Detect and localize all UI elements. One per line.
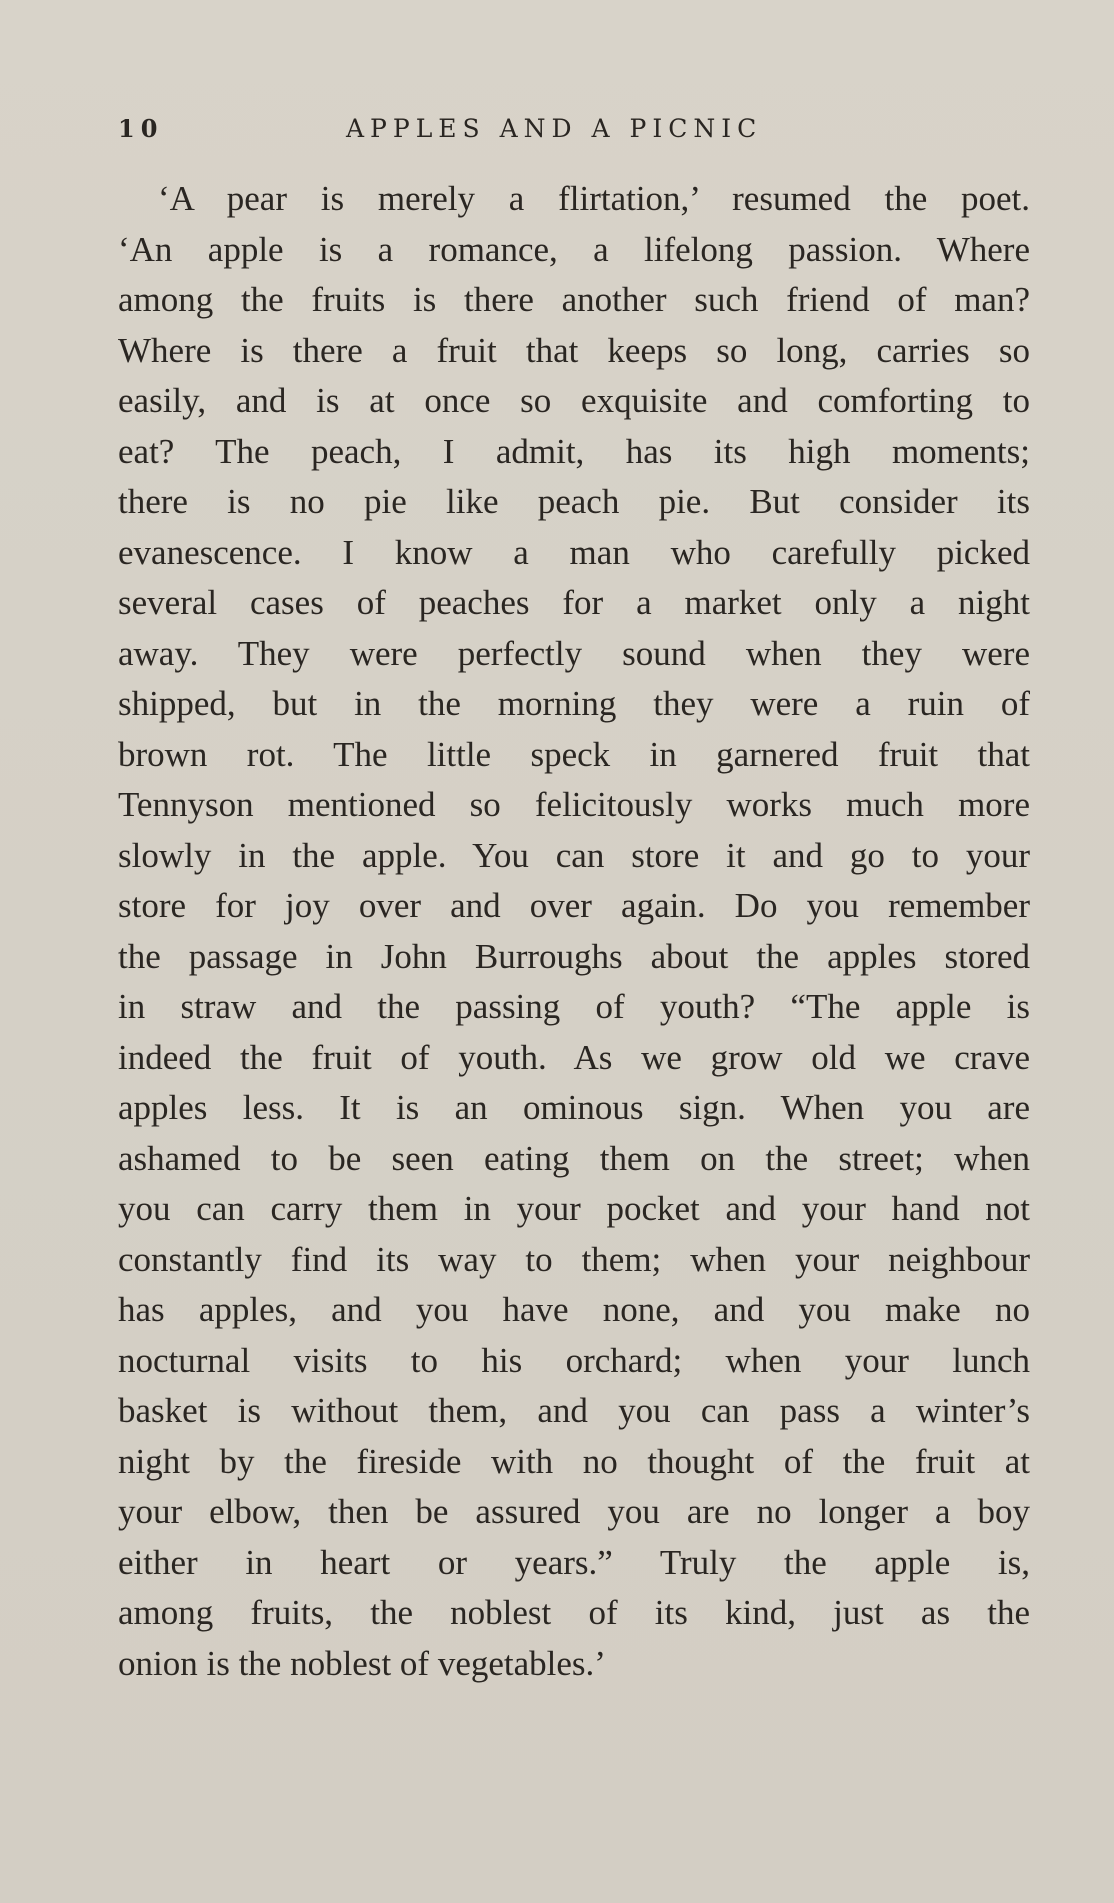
text-line: nocturnal visits to his orchard; when your lunch [118,1340,1030,1380]
text-line: ashamed to be seen eating them on the street; when [118,1138,1030,1178]
text-line: among the fruits is there another such friend of man? [118,280,1030,319]
text-line: onion is the noblest of vegetables.’ [118,1643,606,1683]
page-number: 10 [118,114,164,143]
text-line: among fruits, the noblest of its kind, just as the [118,1593,1030,1632]
text-line: Where is there a fruit that keeps so long, carries so [118,330,1030,370]
text-line: constantly find its way to them; when your neighbour [118,1239,1030,1279]
running-title: APPLES AND A PICNIC [346,114,763,143]
text-line: Tennyson mentioned so felicitously works much more [118,785,1030,824]
running-head [118,114,1030,154]
text-line: evanescence. I know a man who carefully picked [118,532,1030,572]
body-paragraph [118,174,1030,1689]
text-line: brown rot. The little speck in garnered fruit that [118,734,1030,774]
text-line: either in heart or years.” Truly the apple is, [118,1542,1030,1582]
text-line: basket is without them, and you can pass a winter’s [118,1391,1030,1430]
text-line: there is no pie like peach pie. But consider its [118,482,1030,521]
text-line: your elbow, then be assured you are no longer a boy [118,1492,1030,1531]
text-line: eat? The peach, I admit, has its high moments; [118,431,1030,471]
text-line: has apples, and you have none, and you make no [118,1290,1030,1329]
text-line: in straw and the passing of youth? “The apple is [118,987,1030,1026]
text-line: indeed the fruit of youth. As we grow old we crave [118,1037,1030,1077]
text-line: away. They were perfectly sound when they were [118,633,1030,673]
text-line: several cases of peaches for a market only a night [118,583,1030,622]
text-line: slowly in the apple. You can store it and go to your [118,835,1030,875]
text-line: easily, and is at once so exquisite and comforting to [118,381,1030,420]
text-line: the passage in John Burroughs about the apples stored [118,936,1030,976]
text-line: store for joy over and over again. Do you remember [118,886,1030,925]
text-line: ‘A pear is merely a flirtation,’ resumed the poet. [158,179,1030,218]
text-line: apples less. It is an ominous sign. When you are [118,1088,1030,1127]
text-line: night by the fireside with no thought of the fruit at [118,1441,1030,1481]
text-line: you can carry them in your pocket and your hand not [118,1189,1030,1228]
text-line: ‘An apple is a romance, a lifelong passion. Where [118,229,1030,269]
text-line: shipped, but in the morning they were a ruin of [118,684,1030,723]
